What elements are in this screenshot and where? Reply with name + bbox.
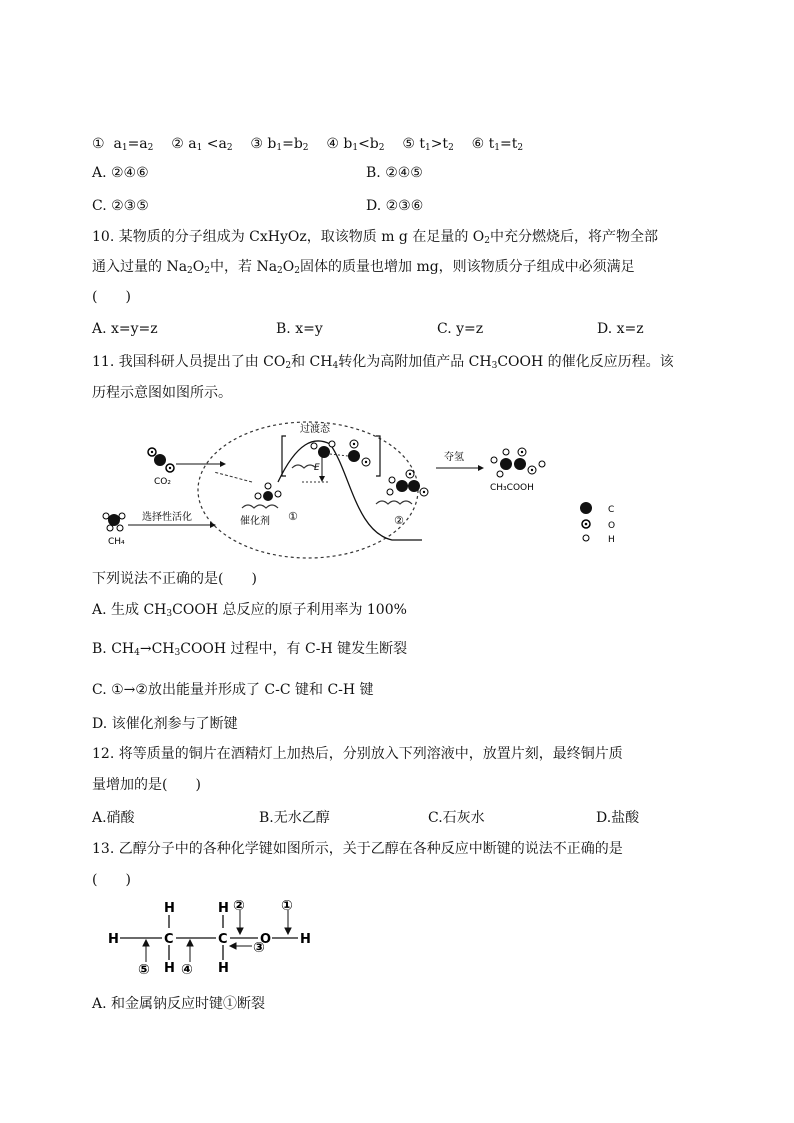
q9-option-b[interactable]: B. ②④⑤ xyxy=(366,165,423,181)
atom-o: O xyxy=(260,932,272,947)
q11-option-b[interactable]: B. $CH_4\to CH_3COOH$ 过程中，有 C-H 键发生断裂 xyxy=(92,641,408,658)
q11-question: 下列说法不正确的是( ) xyxy=(92,571,257,587)
atom-h-c2-bottom: H xyxy=(218,961,229,976)
ch4-molecule xyxy=(103,513,125,531)
q11-option-d[interactable]: D. 该催化剂参与了断键 xyxy=(92,716,238,732)
ethanol-bond-diagram xyxy=(102,898,332,978)
legend-hydrogen: H xyxy=(608,535,615,545)
q12-option-a[interactable]: A.硝酸 xyxy=(92,810,135,826)
dehydrogenation-label: 夺氢 xyxy=(444,452,464,463)
q9-option-a[interactable]: A. ②④⑥ xyxy=(92,165,149,181)
atom-c1: C xyxy=(164,932,174,947)
energy-label: E xyxy=(314,463,320,473)
q13-option-a[interactable]: A. 和金属钠反应时键①断裂 xyxy=(92,996,266,1012)
atom-h-right: H xyxy=(300,932,311,947)
q10-option-b[interactable]: B. x=y xyxy=(276,321,323,337)
q11-option-a[interactable]: A. 生成 $CH_3COOH$ 总反应的原子利用率为 100% xyxy=(92,602,407,619)
intermediate-1 xyxy=(242,483,281,508)
ch4-label: CH₄ xyxy=(108,537,125,547)
q10-option-d[interactable]: D. x=z xyxy=(597,321,644,337)
q10-option-a[interactable]: A. x=y=z xyxy=(92,321,158,337)
q13-stem-line1: 13. 乙醇分子中的各种化学键如图所示，关于乙醇在各种反应中断键的说法不正确的是 xyxy=(92,841,623,857)
q10-stem-line2: 通入过量的 $Na_2O_2$中，若 $Na_2O_2$固体的质量也增加 mg，则该物质分子组成中必须满足 xyxy=(92,259,635,276)
q10-answer-paren: ( ) xyxy=(92,289,131,305)
q11-stem-line1: 11. 我国科研人员提出了由 $CO_2$和 $CH_4$转化为高附加值产品 $CH_3COOH$ 的催化反应历程。该 xyxy=(92,354,674,371)
q12-option-c[interactable]: C.石灰水 xyxy=(428,810,485,826)
legend-carbon: C xyxy=(608,505,615,515)
state-1-label: ① xyxy=(288,510,298,523)
bond-1-label: ① xyxy=(281,898,293,914)
acetic-acid-molecule xyxy=(491,448,545,477)
transition-state-label: 过渡态 xyxy=(300,424,330,435)
intermediate-2 xyxy=(376,470,428,504)
atom-legend xyxy=(580,502,615,545)
q9-option-d[interactable]: D. ②③⑥ xyxy=(366,198,424,214)
q9-conditions: ① $a_1=a_2$ ② $a_1 <a_2$ ③ $b_1=b_2$ ④ $b_1<b_2$ ⑤ $t_1>t_2$ ⑥ $t_1=t_2$ xyxy=(92,136,524,153)
selective-activation-label: 选择性活化 xyxy=(142,512,192,523)
q11-reaction-diagram xyxy=(92,412,642,562)
q12-stem-line1: 12. 将等质量的铜片在酒精灯上加热后，分别放入下列溶液中，放置片刻，最终铜片质 xyxy=(92,746,623,762)
q12-option-d[interactable]: D.盐酸 xyxy=(596,810,640,826)
q10-option-c[interactable]: C. y=z xyxy=(437,321,484,337)
q13-answer-paren: ( ) xyxy=(92,872,131,888)
co2-label: CO₂ xyxy=(154,477,171,487)
q10-stem-line1: 10. 某物质的分子组成为 CxHyOz，取该物质 m g 在足量的 $O_2$中充分燃烧后，将产物全部 xyxy=(92,229,658,246)
legend-oxygen: O xyxy=(608,521,616,531)
q9-option-c[interactable]: C. ②③⑤ xyxy=(92,198,149,214)
product-label: CH₃COOH xyxy=(490,483,534,493)
q12-option-b[interactable]: B.无水乙醇 xyxy=(259,810,330,826)
transition-molecule xyxy=(292,440,370,468)
bond-2-label: ② xyxy=(233,898,245,914)
q12-stem-line2: 量增加的是( ) xyxy=(92,777,201,793)
bond-4-label: ④ xyxy=(181,962,193,978)
state-2-label: ② xyxy=(394,514,404,527)
q11-stem-line2: 历程示意图如图所示。 xyxy=(92,385,232,401)
atom-h-c1-top: H xyxy=(164,901,175,916)
atom-c2: C xyxy=(218,932,228,947)
atom-h-c1-bottom: H xyxy=(164,961,175,976)
co2-molecule xyxy=(148,448,174,472)
bond-5-label: ⑤ xyxy=(138,962,150,978)
q11-option-c[interactable]: C. ①→②放出能量并形成了 C-C 键和 C-H 键 xyxy=(92,682,374,698)
atom-h-left: H xyxy=(108,932,119,947)
atom-h-c2-top: H xyxy=(218,901,229,916)
catalyst-label: 催化剂 xyxy=(240,516,270,527)
bond-3-label: ③ xyxy=(253,940,265,956)
